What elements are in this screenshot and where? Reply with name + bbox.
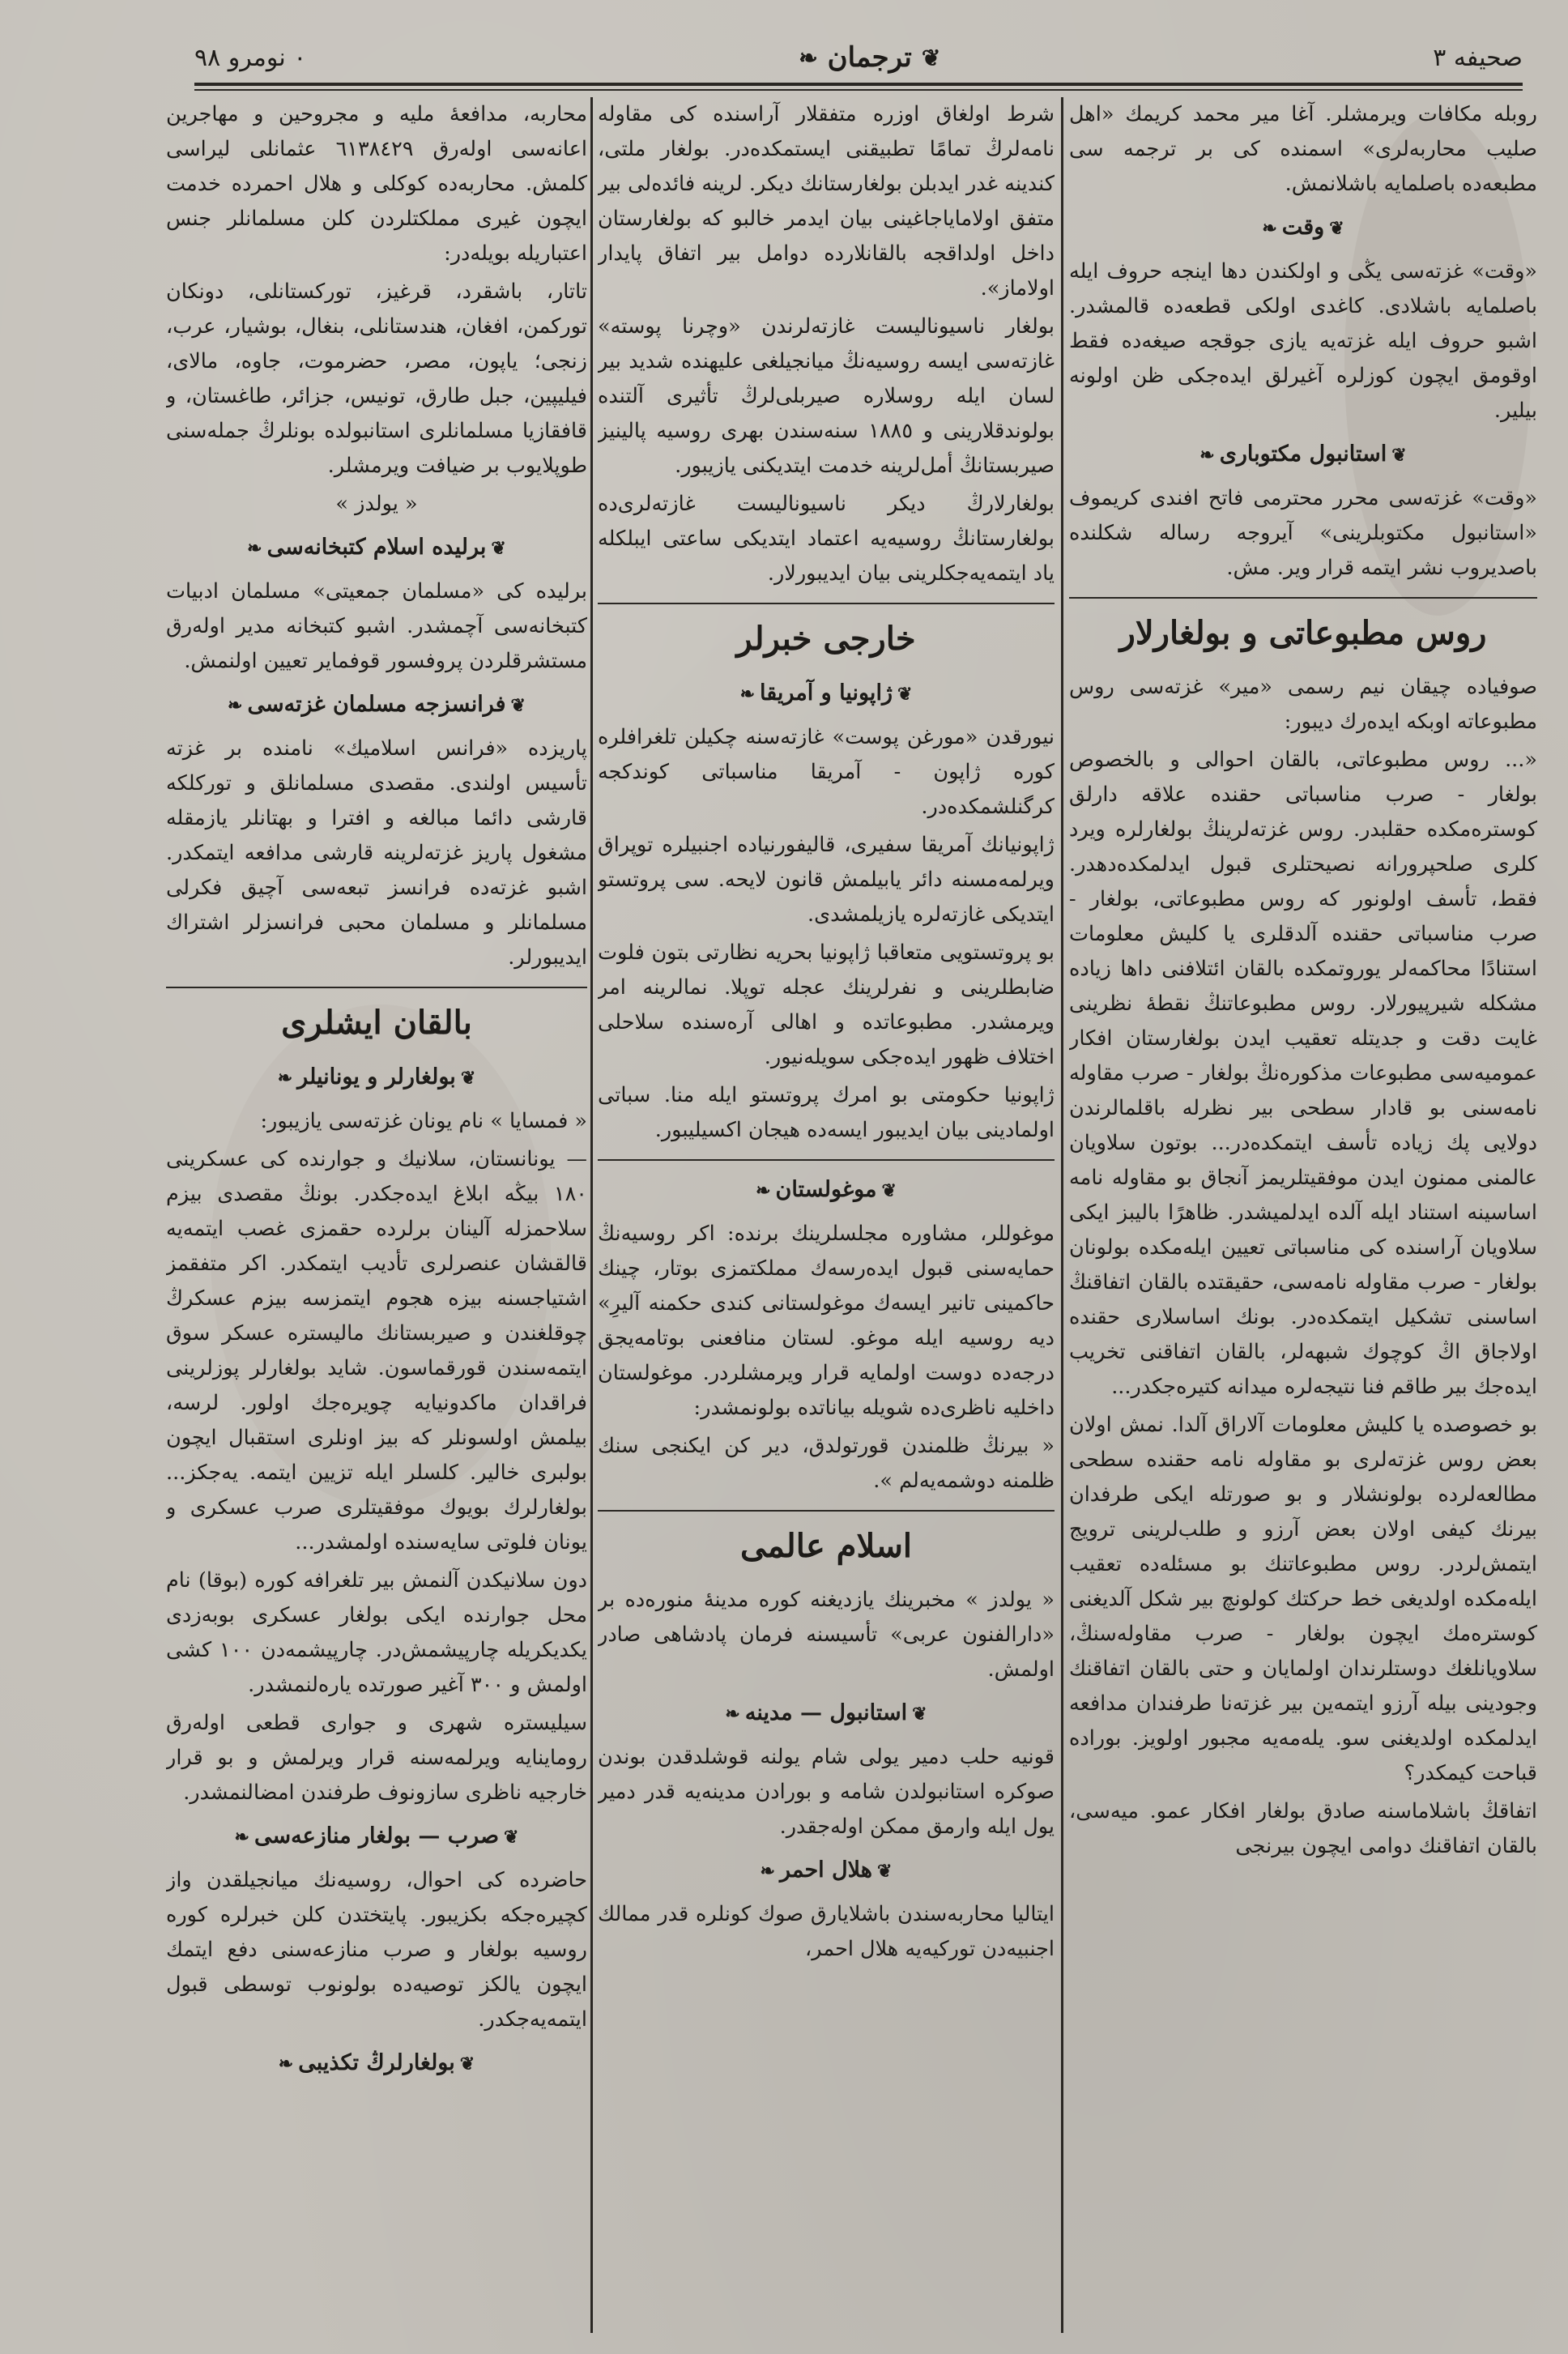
article-paragraph: تاتار، باشقرد، قرغيز، توركستانلى، دونكان توركمن، افغان، هندستانلى، بنغال، بوشيار، عرب، زنجى؛ ياپون، مصر، حضرموت، جاوه، مالاى، فيليپين، جبل طارق، تونيس، جزائر، طاغستان، و قافقازيا مسلمانلرى استانبولده بونلرڭ جمله‌سنى طوپلايوب بر ضيافت ويرمشلر.	[166, 279, 587, 478]
article-paragraph: قونيه حلب دمير يولى شام يولنه قوشلدقدن بوندن صوكره استانبولدن شامه و بورادن مدينه‌يه قدر دمير يول ايله وارمق ممكن اوله‌جقدر.	[598, 1745, 1055, 1839]
article-paragraph: ژاپونيانك آمريقا سفيرى، قاليفورنياده اجنبيلره توپراق ويرلمه‌مسنه دائر يابيلمش قانون لايحه. سى پروتستو ايتديكى غازته‌لره يازيلمشدى.	[598, 833, 1055, 927]
article-paragraph: ژاپونيا حكومتى بو امرك پروتستو ايله منا. سباتى اولمادينى بيان ايديبور ايسه‌ده هيجان اكسيليبور.	[598, 1083, 1055, 1142]
ornament-icon: ❧	[1262, 218, 1277, 239]
source-credit: « يولدز »	[335, 492, 418, 516]
section-headline: اسلام عالمى	[598, 1510, 1055, 1570]
article-paragraph: بو خصوصده يا كليش معلومات آلاراق آلدا. نمش اولان بعض روس غزته‌لرى بو مقاوله نامه حقنده سطحى مطالعه‌لرده بولونشلار و بو صورتله ايكى طرفدان بيرنك كيفى اولان بعض آرزو و طلب‌لرينى ترويج ايتمش‌لردر. روس مطبوعاتنك بو مسئله‌ده تعقيب ايله‌مكده اولديغى خط حركتك كولونچ بير شكل آلديغنى كوستره‌مك ايچون بولغار - صرب مقاوله‌سنڭ، سلاويانلغك دوستلرندان اولمايان و حتى بالقان اتفاقنك وجودينى بيله آرزو ايتمه‌ين بير غزته‌نا طرفندان مدافعه ايدلمكده‌ اولديغنى سو. يله‌مه‌يه مجبور اولويز. بوراده قباحت كيمكدر؟	[1069, 1413, 1537, 1785]
issue-number: ٠ نومرو ٩٨	[194, 43, 307, 72]
article-paragraph: موغوللر، مشاوره مجلسلرينك برنده: اكر روسيه‌نڭ حمايه‌سنى قبول ايده‌رسه‌ك مملكتمزى بوتار، چينك حاكمينى تانير ايسه‌ك موغولستانى كندى حكمنه آليرِ» ديه روسيه ايله موغو. لستان منافعنى بوتامه‌يجق درجه‌ده دوست اولمايه قرار ويرمشلردر. موغولستان داخليه ناظرى‌ده شويله بياناتده بولونمشدر:	[598, 1222, 1055, 1420]
article-paragraph: نيورقدن «مورغن پوست» غازته‌سنه چكيلن تلغرافلره كوره ژاپون - آمريقا مناسباتى كوندكجه كرگنلشمكده‌در.	[598, 725, 1055, 819]
article-headline: روس مطبوعاتى و بولغارلار	[1069, 597, 1537, 657]
ornament-icon: ❦	[877, 1861, 893, 1882]
masthead-rule	[194, 83, 1523, 86]
ornament-icon: ❧	[756, 1180, 771, 1201]
article-paragraph: ايتاليا محاربه‌سندن باشلايارق صوك كونلره قدر ممالك اجنبيه‌دن توركيه‌يه هلال احمر،	[598, 1902, 1055, 1961]
ornament-icon: ❦	[459, 2053, 475, 2075]
ornament-icon: ❧	[725, 1704, 740, 1725]
article-paragraph: بولغارلارڭ ديكر ناسيوناليست غازته‌لرى‌ده بولغارستانڭ روسيه‌يه اعتماد ايتديكى ساعتى ايبلكله ياد ايتمه‌يه‌جكلرينى بيان ايديبورلار.	[598, 492, 1055, 586]
column-divider	[590, 97, 593, 2333]
page-number: صحيفه ٣	[1433, 43, 1523, 72]
ornament-icon: ❦	[897, 684, 913, 705]
section-heading: ❦فرانسزجه مسلمان غزته‌سى❧	[228, 692, 526, 717]
section-divider	[598, 1159, 1055, 1161]
left-column	[166, 97, 587, 2333]
section-heading: ❦بولغارلر و يونانيلر❧	[277, 1064, 476, 1090]
article-paragraph: « فمسايا » نام يونان غزته‌سى يازيبور:	[260, 1109, 587, 1133]
article-paragraph: دون سلانيكدن آلنمش بير تلغرافه كوره (بوقا) نام محل جوارنده ايكى بولغار عسكرى بوبه‌زدى يكديكريله چارپيشمش‌در. چارپيشمه‌دن ١٠٠ كشى اولمش و ٣٠٠ آغير صورتده يارەلنمشدر.	[166, 1568, 587, 1697]
section-heading: ❦استانبول مكتوبارى❧	[1199, 441, 1407, 467]
section-heading: ❦موغولستان❧	[756, 1177, 897, 1202]
section-heading: ❦صرب — بولغار منازعه‌سى❧	[234, 1823, 519, 1849]
article-paragraph: برليده كى «مسلمان جمعيتى» مسلمان ادبيات كتبخانه‌سى آچمشدر. اشبو كتبخانه مدير اولەرق مستشرقلردن پروفسور قوفماير تعيين اولنمش.	[166, 579, 587, 673]
masthead	[194, 32, 1523, 83]
ornament-icon: ❦	[881, 1180, 897, 1201]
middle-column	[598, 97, 1055, 2333]
article-paragraph: حاضرده كى احوال، روسيه‌نك ميانجيلقدن واز كچيره‌جكه بكزيبور. پايتختدن كلن خبرلره كوره روسيه بولغار و صرب منازعه‌سنى دفع ايتمك ايچون يالكز توصيه‌ده بولونوب توسطى قبول ايتمه‌يه‌جكدر.	[166, 1868, 587, 2032]
ornament-icon: ❧	[277, 1068, 293, 1089]
article-paragraph: «وقت» غزته‌سى محرر محترمى فاتح افندى كريموف «استانبول مكتوبلرينى» آيروجه رساله شكلنده باصديروب نشر ايتمه قرار وير. مش.	[1069, 486, 1537, 580]
newspaper-name: ترجمان	[827, 41, 912, 74]
ornament-icon: ❦	[912, 1704, 927, 1725]
section-heading: ❦برليده اسلام كتبخانه‌سى❧	[247, 535, 506, 560]
section-heading: ❦هلال احمر❧	[760, 1857, 893, 1883]
article-paragraph: صوفياده چيقان نيم رسمى «مير» غزته‌سى روس مطبوعاته اوبكه ايده‌رك ديبور:	[1069, 675, 1537, 734]
section-heading: ❦بولغارلرڭ تكذيبى❧	[278, 2050, 475, 2075]
article-paragraph: بولغار ناسيوناليست غازته‌لرندن «وچرنا پوسته» غازته‌سى ايسه روسيه‌نڭ ميانجيلغى عليهنده شديد بير لسان ايله روسلاره صيربلى‌لرڭ تأثيرى آلتنده بولوندقلارينى و ١٨٨٥ سنه‌سندن بهرى روسيه پالينيز صيربستانڭ أمل‌لرينه خدمت ايتديكنى يازيبور.	[598, 314, 1055, 478]
article-paragraph: «وقت» غزته‌سى يڭى و اولكندن دها اينجه حروف ايله باصلمايه باشلادى. كاغدى اولكى قطعه‌ده قالمشدر. اشبو حروف ايله غزته‌يه يازى جوقجه صيغه‌ده فقط اوقومق ايچون كوزلره آغيرلق ايده‌جكى ظن اولونه بيلير.	[1069, 259, 1537, 423]
section-heading: ❦وقت❧	[1262, 215, 1344, 240]
article-paragraph: روبله مكافات ويرمشلر. آغا مير محمد كريمك «اهل صليب محاربه‌لرى» اسمنده كى بر ترجمه سى مطبعه‌ده باصلمايه باشلانمش.	[1069, 102, 1537, 196]
article-paragraph: پاريزده «فرانس اسلاميك» نامنده بر غزته تأسيس اولندى. مقصدى مسلمانلق و توركلكه قارشى دائما مبالغه و افترا و بهتانلر يازمقله مشغول پاريز غزته‌لرينه قارشى مدافعه ايتمكدر. اشبو غزته‌ده فرانسز تبعه‌سى آچيق فكرلى مسلمانلر و مسلمان محبى فرانسزلر اشتراك ايديبورلر.	[166, 736, 587, 970]
section-headline: بالقان ايشلرى	[166, 987, 587, 1047]
right-column	[1069, 97, 1537, 2333]
article-paragraph: « بيرنڭ ظلمندن قورتولدق، دير كن ايكنجى سنك ظلمنه دوشمه‌يه‌لم ».	[598, 1434, 1055, 1493]
ornament-icon: ❧	[234, 1827, 249, 1848]
ornament-icon: ❦	[1329, 218, 1344, 239]
article-paragraph: «... روس مطبوعاتى، بالقان احوالى و بالخصوص بولغار - صرب مناسباتى حقنده علاقه دارلق كوستره‌مكده حقلبدر. روس غزته‌لرينڭ بولغارلره ويرد كلرى صلحپرورانه نصيحتلرى قبول ايدلمكده‌دهدر. فقط، تأسف اولونور كه روس مطبوعاتى، بولغار - صرب مناسباتى حقنده آلدقلرى يا كليش معلومات استنادًا محاكمه‌لر يوروتمكده بالقان ائتلافنى داها زياده مشكله شيرپيورلار. روس مطبوعاتنڭ نقطهٔ نظرينى غايت دقت و جديتله تعقيب ايدن بولغارستان افكار عموميه‌سى مطبوعات مذكوره‌نڭ بولغار - صرب مقاوله نامه‌سنى بو قادار سطحى بير نظرله باقلمالرندن دولايى پك زياده تأسف ايتمكده‌در... بوتون سلاويان عالمنى ممنون ايدن موفقيتلريمز آنجاق بو مقاوله نامه اساسينه استناد ايله آلده ايدلميشدر. ظاهرًا باليبز ايكى سلاويان آراسنده كى مناسباتى تعيين ايله‌مكده بولونان بولغار - صرب مقاوله نامه‌سى، حقيقتده بالقان اتفاقنڭ اساسنى تشكيل ايتمكده‌در. بونك اساسلارى حقنده اولاجاق اڭ كوچوك شبهه‌لر، بالقان اتفاقنى تخريب ايده‌جك بير طاقم فنا نتيجه‌لره ميدانه كتيره‌جكدر...	[1069, 748, 1537, 1399]
ornament-icon: ❦	[1391, 445, 1407, 466]
masthead-rule-thin	[194, 89, 1523, 91]
ornament-icon: ❦	[491, 538, 506, 559]
article-paragraph: شرط اولغاق اوزره متفقلار آراسنده كى مقاوله نامه‌لرڭ تمامًا تطبيقنى ايستمكده‌در. بولغار ملتى، كندينه غدر ايدبلن بولغارستانك ديكر. لرينه فائده‌لى بير متفق اولاماياجاغينى بيان ايدمر خالبو كه بولغارستان داخل اولداقجه بالقانلارده دوامل بير اتفاق پايدار اولاماز».	[598, 102, 1055, 301]
ornament-icon: ❧	[278, 2053, 294, 2075]
ornament-icon: ❧	[228, 695, 243, 716]
article-paragraph: اتفاقڭ باشلاماسنه صادق بولغار افكار عمو. ميه‌سى، بالقان اتفاقنك دوامى ايچون بيرنجى	[1069, 1799, 1537, 1858]
article-paragraph: — يونانستان، سلانيك و جوارنده كى عسكرينى ١٨٠ بيڭه ابلاغ ايده‌جكدر. بونڭ مقصدى بيزم سلاحمزله آلينان برلرده حقمزى غصب ايتمه‌يه قالقشان عنصرلرى تأديب ايتمكدر. اكر متفقمز اشتياجسنه بيزه هجوم ايتمزسه بيزم عسكرڭ چوقلغندن و صيربستانك ماليستره عسكر سوق ايتمه‌سندن قورقماسون. شايد بولغارلر پوزلرينى فراقدان ماكدونيايه چويره‌جك اولور. لرسه، بيلمش اولسونلر كه بيز اونلرى استقبال ايچون بولبرى خالير. كلسلر ايله تزيين ايتمه. يه‌جكز... بولغارلرك بويوك موفقيتلرى صرب عسكرى و يونان فلوتى سايه‌سنده اولمشدر...	[166, 1147, 587, 1554]
article-paragraph: بو پروتستويى متعاقبا ژاپونيا بحريه نظارتى بتون فلوت ضابطلرينى و نفرلرينك عجله توپلا. نمالرينه امر ويرمشدر. مطبوعاتده و اهالى آره‌سنده سلاحلى اختلاف ظهور ايده‌جكى سويله‌نيور.	[598, 940, 1055, 1069]
section-heading: ❦استانبول — مدينه❧	[725, 1700, 927, 1725]
newspaper-title	[799, 41, 940, 74]
ornament-icon: ❦	[921, 44, 941, 71]
article-paragraph: « يولدز » مخبرينك يازديغنه كوره مدينهٔ منوره‌ده بر «دارالفنون عربى» تأسيسنه فرمان پادشاهى صادر اولمش.	[598, 1588, 1055, 1682]
ornament-icon: ❧	[739, 684, 755, 705]
article-paragraph: سيليستره شهرى و جوارى قطعى اولەرق روماينايه ويرلمه‌سنه قرار ويرلمش و بو قرار خارجيه ناظرى سازونوف طرفندن امضالنمشدر.	[166, 1711, 587, 1805]
ornament-icon: ❧	[760, 1861, 775, 1882]
ornament-icon: ❦	[504, 1827, 519, 1848]
ornament-icon: ❧	[799, 44, 818, 71]
ornament-icon: ❧	[247, 538, 262, 559]
section-heading: ❦ژاپونيا و آمريقا❧	[739, 680, 913, 706]
ornament-icon: ❦	[510, 695, 526, 716]
column-divider	[1061, 97, 1063, 2333]
section-headline: خارجى خبرلر	[598, 603, 1055, 663]
ornament-icon: ❦	[460, 1068, 476, 1089]
ornament-icon: ❧	[1199, 445, 1215, 466]
article-paragraph: محاربه، مدافعهٔ مليه و مجروحين و مهاجرين اعانه‌سى اولەرق ٦١٣٨٤٢٩ عثمانلى ليراسى كلمش. محاربه‌ده كوكلى و هلال احمرده خدمت ايچون غيرى مملكتلردن كلن مسلمانلر جنس اعتباريله بويله‌در:	[166, 102, 587, 266]
